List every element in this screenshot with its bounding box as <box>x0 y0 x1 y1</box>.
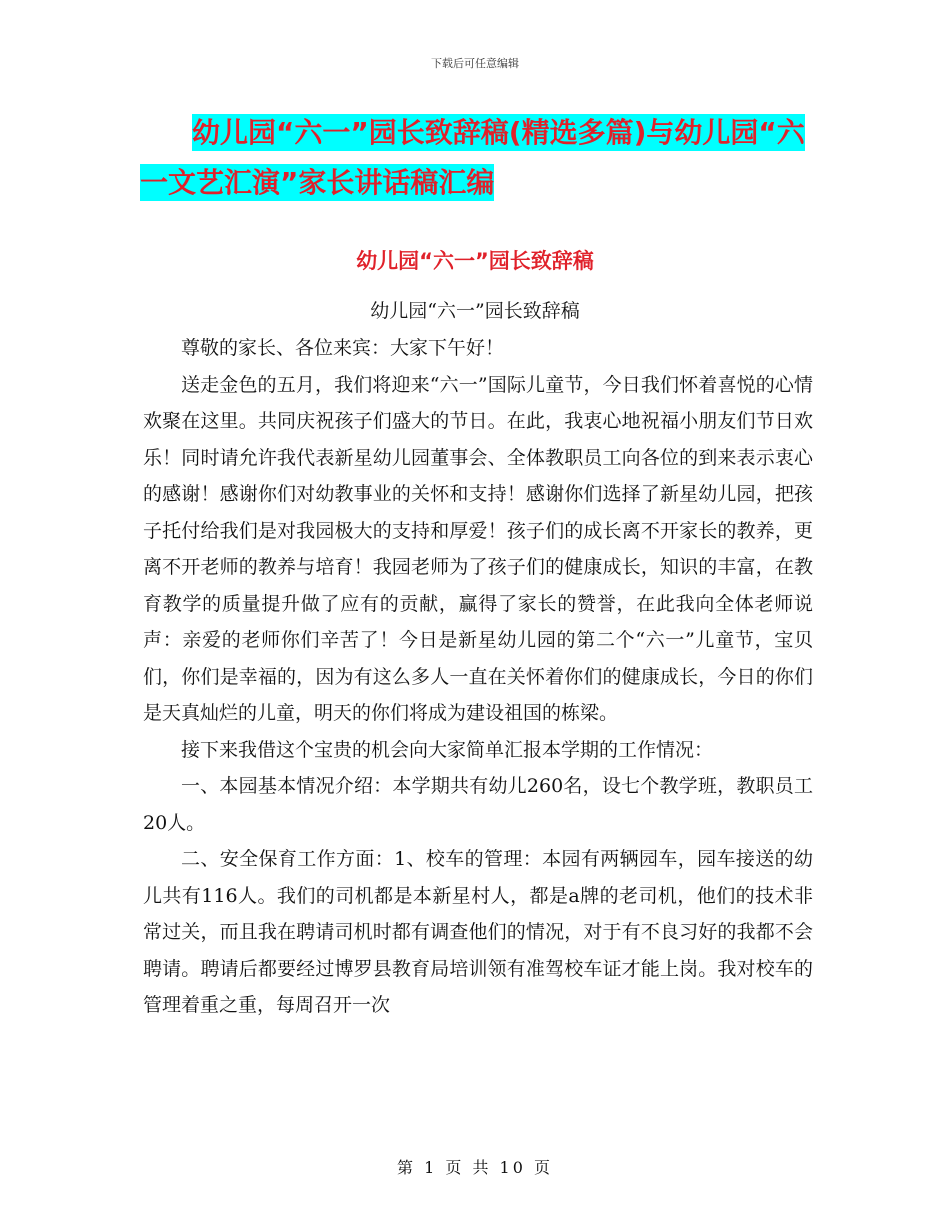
header-note: 下载后可任意编辑 <box>431 57 519 70</box>
document-title-line-2: 一文艺汇演”家长讲话稿汇编 <box>140 166 495 199</box>
paragraph-greeting: 尊敬的家长、各位来宾：大家下午好！ <box>181 337 505 359</box>
body-text <box>143 330 813 1024</box>
paragraph-opening: 送走金色的五月，我们将迎来“六一”国际儿童节，今日我们怀着喜悦的心情欢聚在这里。共同庆祝孩子们盛大的节日。在此，我衷心地祝福小朋友们节日欢乐！同时请允许我代表新星幼儿园董事会、全体教职员工向各位的到来表示衷心的感谢！感谢你们对幼教事业的关怀和支持！感谢你们选择了新星幼儿园，把孩子托付给我们是对我园极大的支持和厚爱！孩子们的成长离不开家长的教养，更离不开老师的教养与培育！我园老师为了孩子们的健康成长，知识的丰富，在教育教学的质量提升做了应有的贡献，赢得了家长的赞誉，在此我向全体老师说声：亲爱的老师你们辛苦了！今日是新星幼儿园的第二个“六一”儿童节，宝贝们，你们是幸福的，因为有这么多人一直在关怀着你们的健康成长，今日的你们是天真灿烂的儿童，明天的你们将成为建设祖国的栋梁。 <box>143 373 813 724</box>
paragraph-report-intro: 接下来我借这个宝贵的机会向大家简单汇报本学期的工作情况： <box>181 738 714 761</box>
document-title-line-1: 幼儿园“六一”园长致辞稿(精选多篇)与幼儿园“六 <box>192 116 805 149</box>
document-title <box>140 108 810 208</box>
section-heading: 幼儿园“六一”园长致辞稿 <box>356 249 594 273</box>
paragraph-basic-info: 一、本园基本情况介绍：本学期共有幼儿260名，设七个教学班，教职员工20人。 <box>143 775 813 834</box>
page-footer: 第 1 页 共 10 页 <box>397 1158 553 1177</box>
section-subheading: 幼儿园“六一”园长致辞稿 <box>370 300 580 322</box>
paragraph-safety: 二、安全保育工作方面：1、校车的管理：本园有两辆园车，园车接送的幼儿共有116人。我们的司机都是本新星村人，都是a牌的老司机，他们的技术非常过关，而且我在聘请司机时都有调查他们的情况，对于有不良习好的我都不会聘请。聘请后都要经过博罗县教育局培训领有准驾校车证才能上岗。我对校车的管理着重之重，每周召开一次 <box>143 848 813 1016</box>
